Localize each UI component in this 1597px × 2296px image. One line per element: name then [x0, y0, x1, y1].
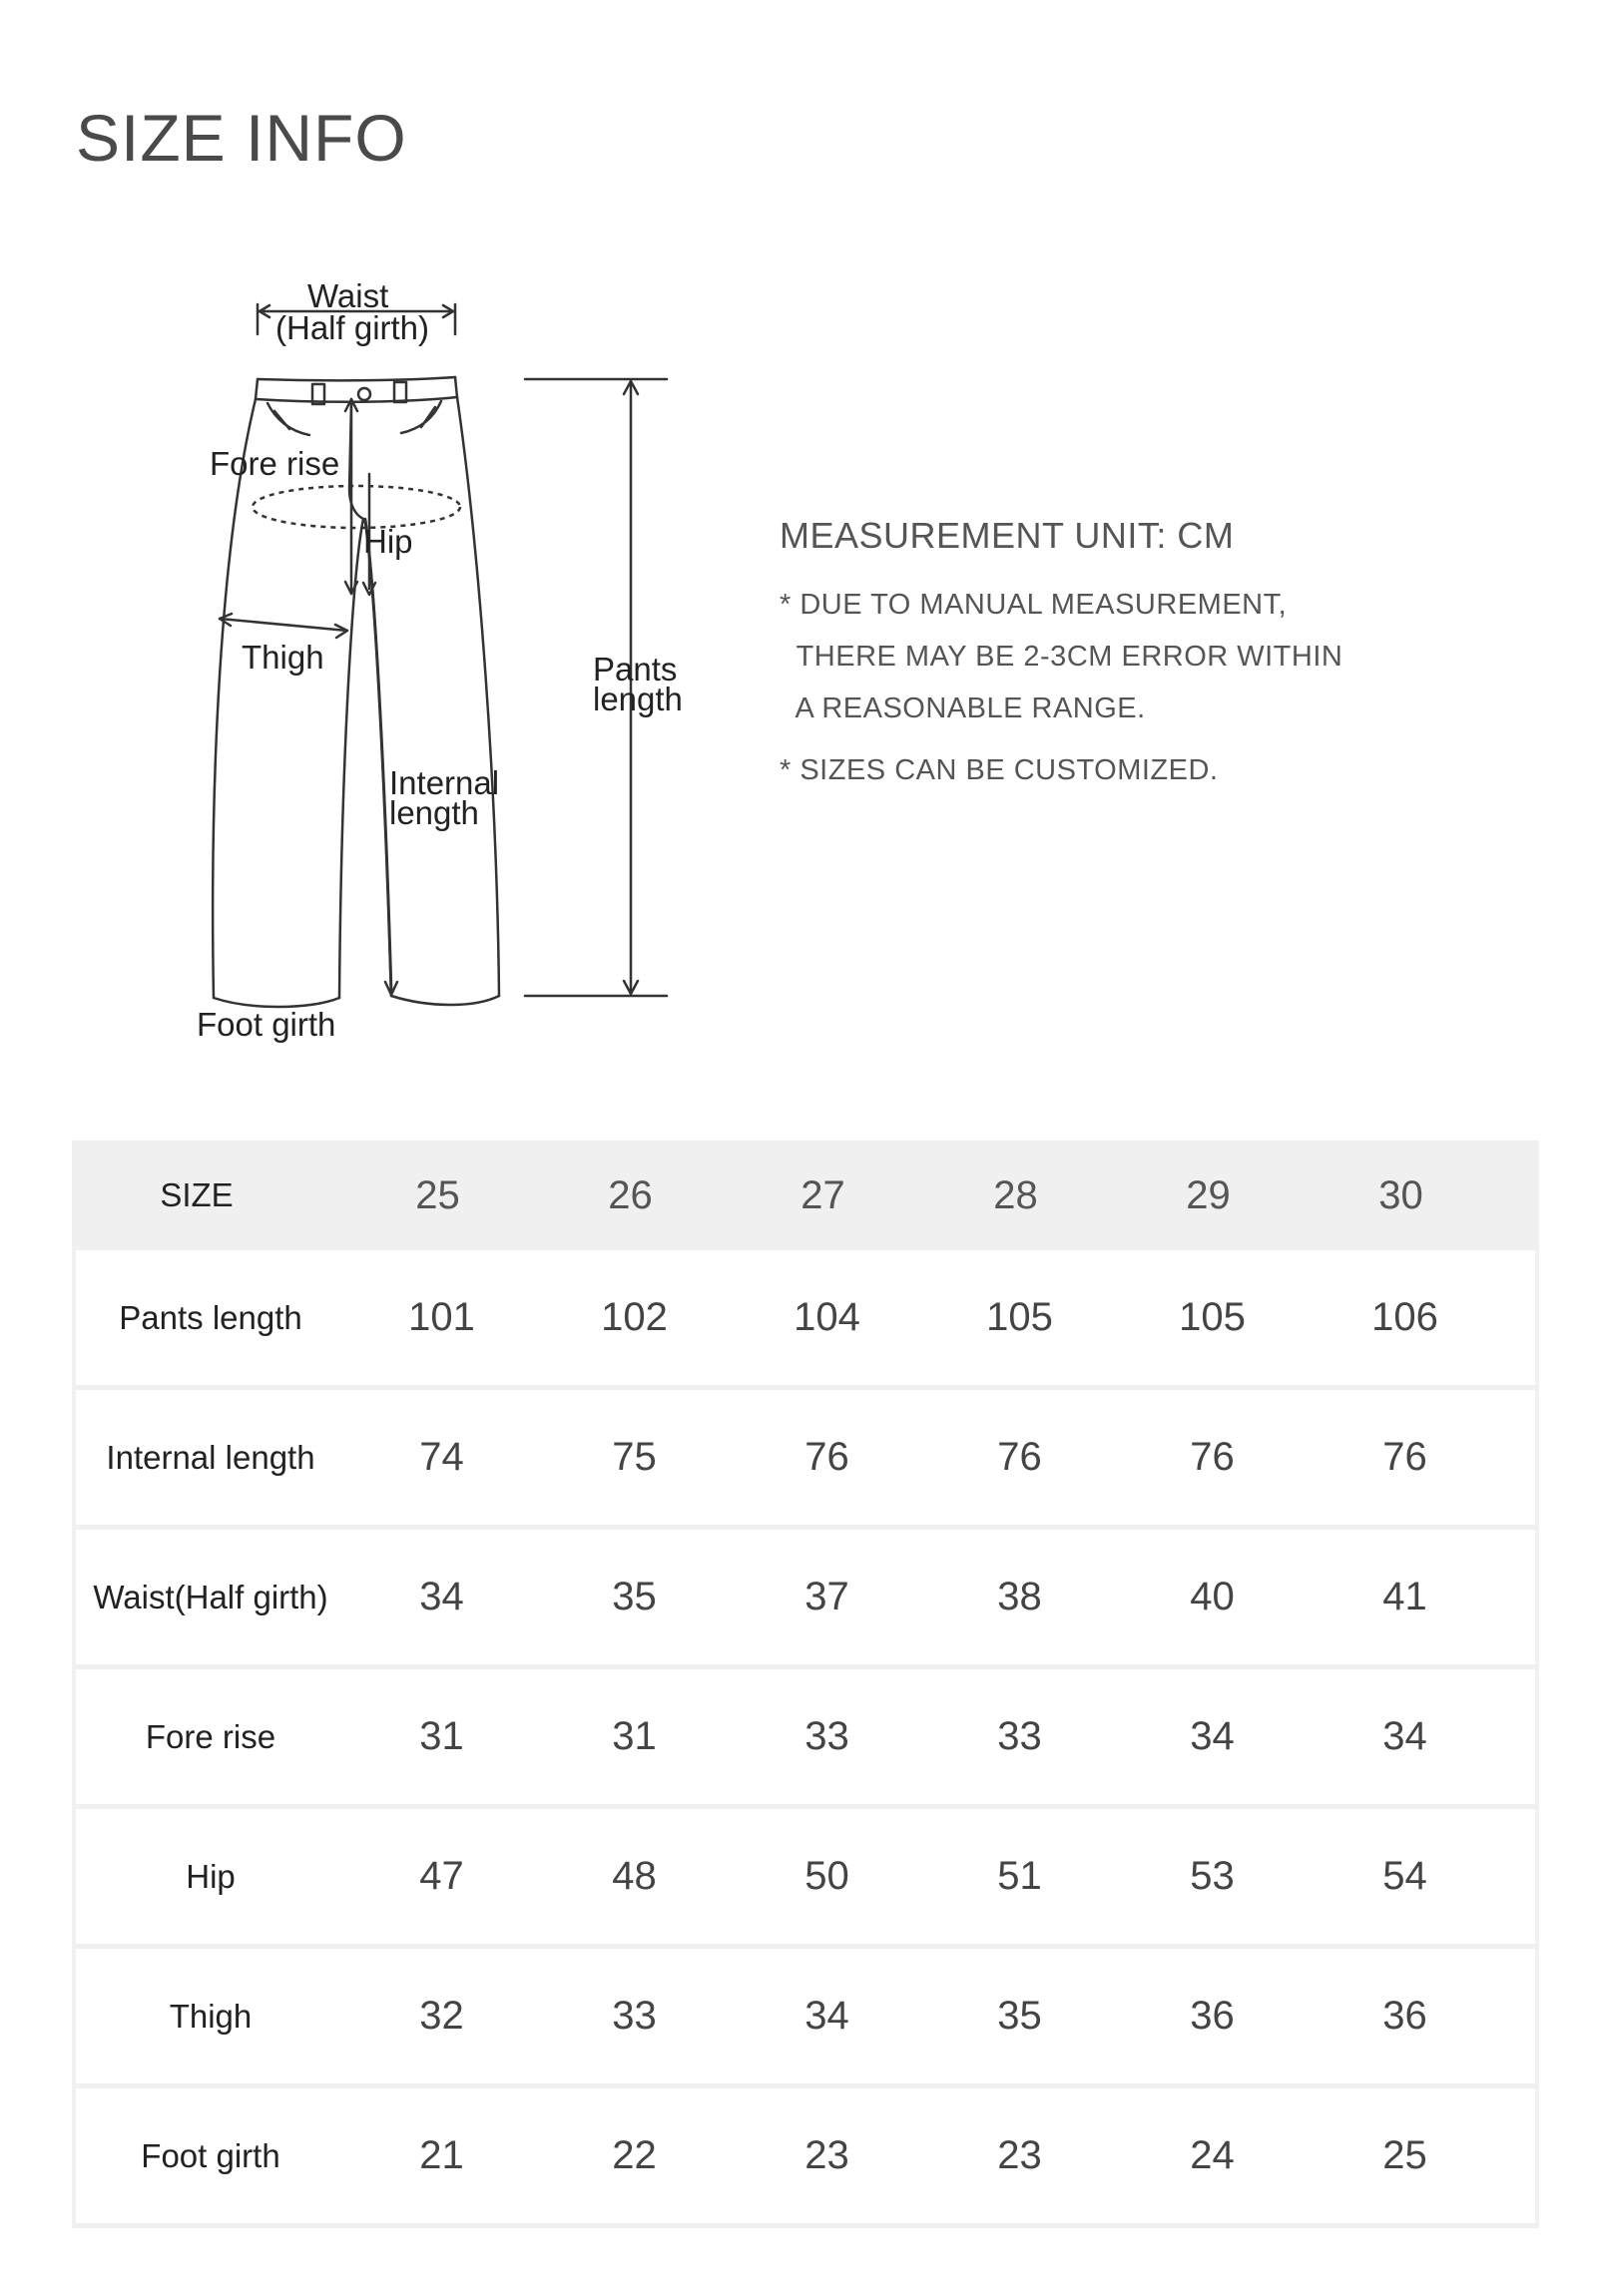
size-header-cell: 29 — [1186, 1172, 1231, 1217]
table-cell: 51 — [997, 1854, 1042, 1898]
table-cell: 105 — [986, 1295, 1053, 1339]
foot-girth-label: Foot girth — [197, 1006, 336, 1043]
table-cell: 76 — [997, 1435, 1042, 1479]
table-cell: 33 — [997, 1714, 1042, 1758]
waist-label: Waist — [307, 277, 389, 314]
hip-label: Hip — [363, 523, 413, 560]
table-cell: 75 — [612, 1435, 657, 1479]
pants-length-label: Pants — [593, 651, 678, 688]
table-cell: 54 — [1382, 1854, 1427, 1898]
pants-measurement-diagram — [180, 269, 739, 1068]
size-table — [72, 1141, 1539, 2228]
table-cell: 76 — [1382, 1435, 1427, 1479]
table-cell: 74 — [419, 1435, 464, 1479]
table-cell: 41 — [1382, 1575, 1427, 1618]
table-cell: 101 — [408, 1295, 475, 1339]
size-header-row — [72, 1141, 1539, 1250]
table-row — [72, 1669, 1539, 1809]
table-row — [72, 2088, 1539, 2228]
table-cell: 50 — [804, 1854, 849, 1898]
table-cell: 34 — [804, 1994, 849, 2038]
row-label: Waist(Half girth) — [93, 1578, 328, 1615]
table-cell: 33 — [804, 1714, 849, 1758]
size-header-label: SIZE — [160, 1176, 234, 1213]
table-cell: 104 — [794, 1295, 860, 1339]
table-row — [72, 1949, 1539, 2088]
table-cell: 35 — [612, 1575, 657, 1618]
table-cell: 33 — [612, 1994, 657, 2038]
table-cell: 105 — [1179, 1295, 1246, 1339]
table-row — [72, 1809, 1539, 1949]
measurement-notes — [780, 515, 1518, 787]
table-cell: 48 — [612, 1854, 657, 1898]
customization-note: * SIZES CAN BE CUSTOMIZED. — [780, 754, 1219, 786]
size-header-cell: 30 — [1378, 1172, 1423, 1217]
table-cell: 53 — [1190, 1854, 1235, 1898]
table-cell: 36 — [1382, 1994, 1427, 2038]
pants-length-label-line2: length — [593, 681, 683, 717]
table-row — [72, 1530, 1539, 1669]
row-label: Thigh — [169, 1997, 253, 2035]
table-cell: 34 — [1190, 1714, 1235, 1758]
size-header-cell: 25 — [415, 1172, 460, 1217]
table-cell: 22 — [612, 2133, 657, 2177]
row-label: Fore rise — [145, 1717, 276, 1755]
table-cell: 35 — [997, 1994, 1042, 2038]
row-label: Foot girth — [141, 2136, 280, 2174]
table-cell: 31 — [612, 1714, 657, 1758]
table-row — [72, 1390, 1539, 1530]
table-cell: 32 — [419, 1994, 464, 2038]
table-cell: 25 — [1382, 2133, 1427, 2177]
table-cell: 40 — [1190, 1575, 1235, 1618]
size-header-cell: 27 — [800, 1172, 845, 1217]
table-cell: 34 — [419, 1575, 464, 1618]
size-header-cell: 28 — [993, 1172, 1038, 1217]
table-row — [72, 1250, 1539, 1390]
table-cell: 36 — [1190, 1994, 1235, 2038]
row-label: Internal length — [106, 1438, 315, 1476]
internal-length-label-line2: length — [389, 794, 479, 831]
table-cell: 34 — [1382, 1714, 1427, 1758]
row-label: Pants length — [119, 1298, 302, 1336]
table-cell: 37 — [804, 1575, 849, 1618]
table-cell: 76 — [1190, 1435, 1235, 1479]
table-cell: 47 — [419, 1854, 464, 1898]
row-label: Hip — [186, 1857, 236, 1895]
table-cell: 102 — [601, 1295, 668, 1339]
table-cell: 106 — [1371, 1295, 1438, 1339]
table-cell: 23 — [997, 2133, 1042, 2177]
page-title: SIZE INFO — [76, 101, 407, 175]
table-cell: 31 — [419, 1714, 464, 1758]
waist-half-girth-label: (Half girth) — [275, 309, 430, 346]
measurement-error-note: * DUE TO MANUAL MEASUREMENT, THERE MAY BE 2-3CM ERROR WITHIN A REASONABLE RANGE. — [780, 589, 1343, 724]
internal-length-label: Internal — [389, 764, 500, 801]
table-cell: 76 — [804, 1435, 849, 1479]
fore-rise-label: Fore rise — [210, 445, 340, 482]
table-cell: 24 — [1190, 2133, 1235, 2177]
thigh-label: Thigh — [242, 639, 324, 676]
table-cell: 38 — [997, 1575, 1042, 1618]
table-cell: 23 — [804, 2133, 849, 2177]
size-header-cell: 26 — [608, 1172, 653, 1217]
measurement-unit: MEASUREMENT UNIT: CM — [780, 515, 1235, 556]
table-cell: 21 — [419, 2133, 464, 2177]
